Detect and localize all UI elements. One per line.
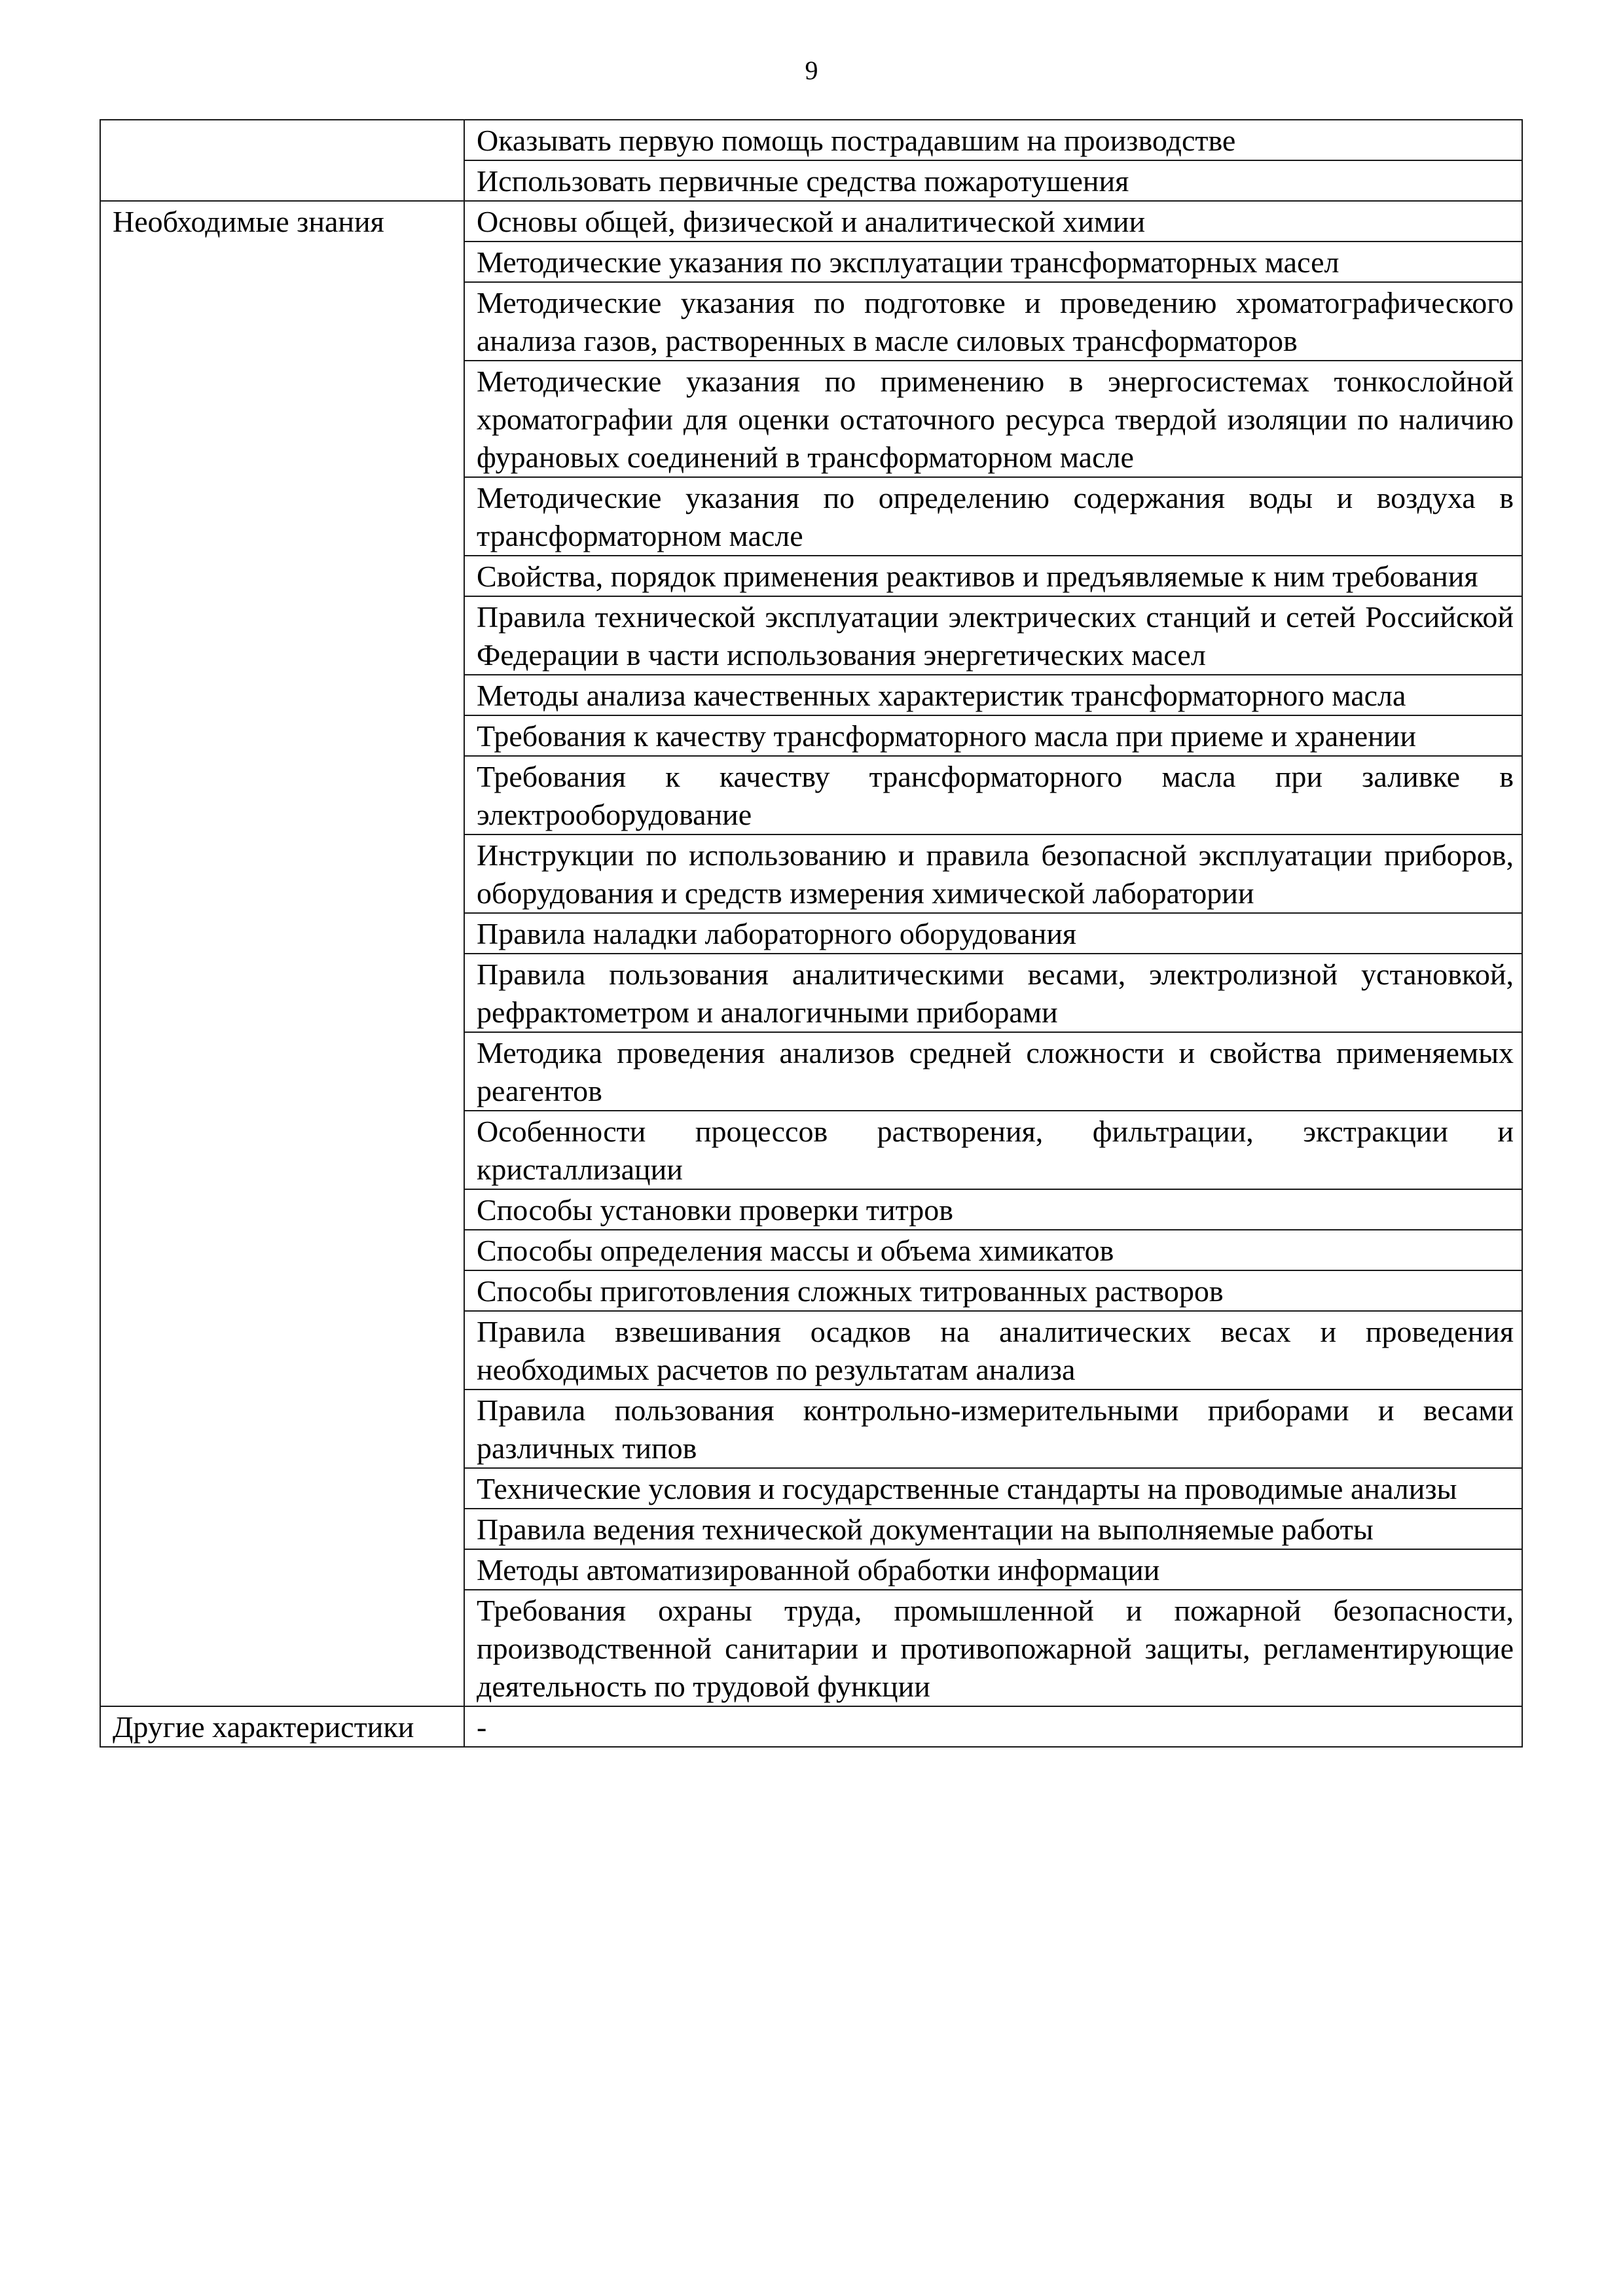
knowledge-item: Методы анализа качественных характеристик трансформаторного масла <box>464 675 1522 715</box>
knowledge-item: Правила пользования контрольно-измерительными приборами и весами различных типов <box>464 1390 1522 1468</box>
table-row <box>100 120 1522 160</box>
knowledge-item: Требования к качеству трансформаторного масла при приеме и хранении <box>464 715 1522 756</box>
knowledge-item: Методические указания по эксплуатации трансформаторных масел <box>464 242 1522 282</box>
knowledge-item: Требования охраны труда, промышленной и пожарной безопасности, производственной санитарии и противопожарной защиты, регламентирующие деятельность по трудовой функции <box>464 1590 1522 1706</box>
continued-label-cell <box>100 120 464 201</box>
page-number: 9 <box>805 56 818 85</box>
knowledge-item: Методы автоматизированной обработки информации <box>464 1549 1522 1590</box>
knowledge-label: Необходимые знания <box>100 201 464 1706</box>
knowledge-item: Методические указания по подготовке и проведению хроматографического анализа газов, растворенных в масле силовых трансформаторов <box>464 282 1522 361</box>
knowledge-item: Технические условия и государственные стандарты на проводимые анализы <box>464 1468 1522 1509</box>
knowledge-item: Способы установки проверки титров <box>464 1189 1522 1230</box>
knowledge-item: Методика проведения анализов средней сложности и свойства применяемых реагентов <box>464 1032 1522 1111</box>
skill-item: Оказывать первую помощь пострадавшим на производстве <box>464 120 1522 160</box>
knowledge-item: Свойства, порядок применения реактивов и предъявляемые к ним требования <box>464 556 1522 596</box>
knowledge-item: Инструкции по использованию и правила безопасной эксплуатации приборов, оборудования и средств измерения химической лаборатории <box>464 834 1522 913</box>
knowledge-item: Требования к качеству трансформаторного масла при заливке в электрооборудование <box>464 756 1522 834</box>
knowledge-item: Правила ведения технической документации на выполняемые работы <box>464 1509 1522 1549</box>
other-characteristics-value: - <box>464 1706 1522 1747</box>
knowledge-item: Способы приготовления сложных титрованных растворов <box>464 1270 1522 1311</box>
knowledge-item: Особенности процессов растворения, фильтрации, экстракции и кристаллизации <box>464 1111 1522 1189</box>
knowledge-item: Методические указания по применению в энергосистемах тонкослойной хроматографии для оценки остаточного ресурса твердой изоляции по наличию фурановых соединений в трансформаторном масле <box>464 361 1522 477</box>
knowledge-item: Правила технической эксплуатации электрических станций и сетей Российской Федерации в части использования энергетических масел <box>464 596 1522 675</box>
skill-item: Использовать первичные средства пожаротушения <box>464 160 1522 201</box>
knowledge-item: Способы определения массы и объема химикатов <box>464 1230 1522 1270</box>
labor-function-table <box>100 119 1523 1748</box>
table-row <box>100 1706 1522 1747</box>
knowledge-item: Правила взвешивания осадков на аналитических весах и проведения необходимых расчетов по результатам анализа <box>464 1311 1522 1390</box>
other-characteristics-label: Другие характеристики <box>100 1706 464 1747</box>
table-row <box>100 201 1522 242</box>
knowledge-item: Правила пользования аналитическими весами, электролизной установкой, рефрактометром и аналогичными приборами <box>464 954 1522 1032</box>
knowledge-item: Основы общей, физической и аналитической химии <box>464 201 1522 242</box>
knowledge-item: Правила наладки лабораторного оборудования <box>464 913 1522 954</box>
knowledge-item: Методические указания по определению содержания воды и воздуха в трансформаторном масле <box>464 477 1522 556</box>
